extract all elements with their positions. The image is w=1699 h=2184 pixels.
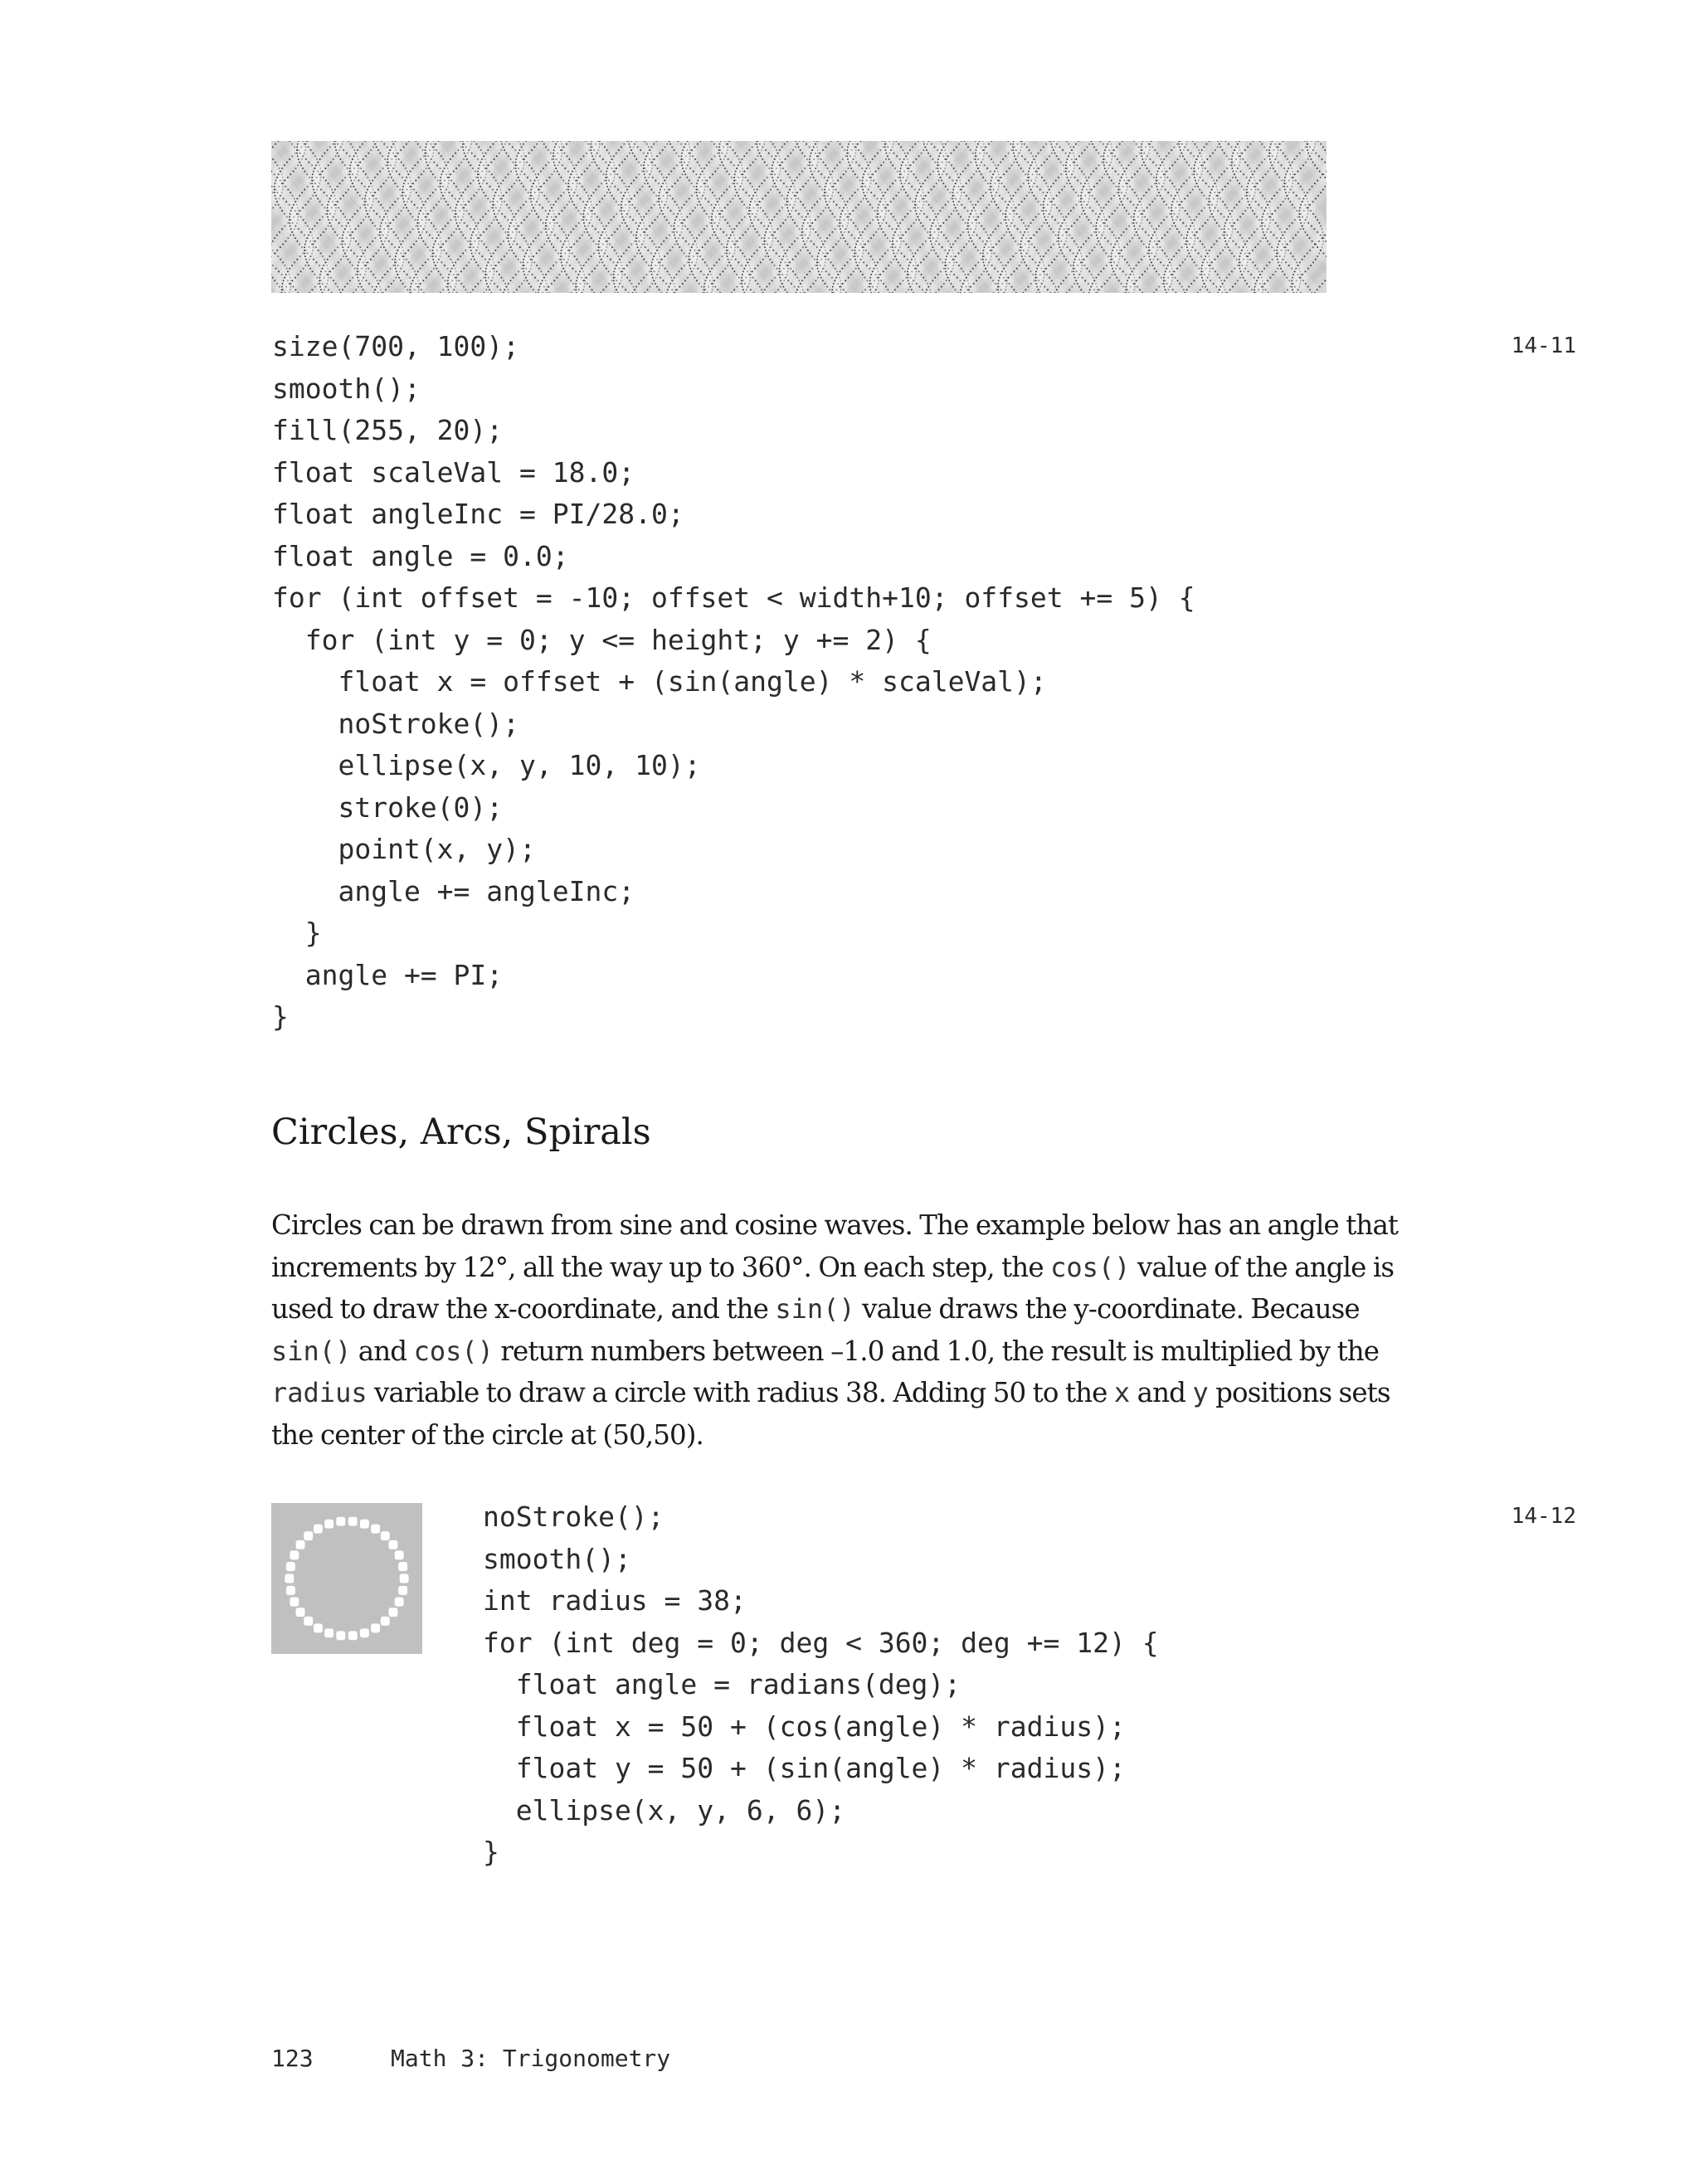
circle-dot	[348, 1517, 358, 1526]
circle-dot	[360, 1628, 369, 1637]
circle-dot	[304, 1617, 313, 1626]
paragraph-text: variable to draw a circle with radius 38. Adding 50 to the	[367, 1377, 1114, 1408]
circle-dot	[371, 1623, 380, 1632]
inline-code: cos()	[1050, 1251, 1131, 1283]
inline-code: sin()	[271, 1335, 352, 1367]
circle-dot	[304, 1531, 313, 1540]
sine-wave-pattern-figure	[271, 141, 1327, 293]
circle-dot	[388, 1540, 397, 1549]
circle-dot	[296, 1608, 305, 1617]
listing-number: 14-11	[1511, 333, 1576, 358]
paragraph-line	[271, 1204, 1449, 1247]
paragraph-text: and	[1130, 1377, 1193, 1408]
body-paragraph	[271, 1204, 1449, 1456]
circle-dot	[388, 1608, 397, 1617]
circle-dot	[360, 1520, 369, 1529]
code-listing-14-11: size(700, 100); smooth(); fill(255, 20); float scaleVal = 18.0; float angleInc = PI/28.0; float angle = 0.0; for (int offset = -10; offset < width+10; offset += 5) { for (int y = 0; y <= height; y += 2) { float x = offset + (sin(angle) * scaleVal); noStroke(); ellipse(x, y, 10, 10); stroke(0); point(x, y); angle += angleInc; } angle += PI; }	[272, 330, 1195, 1033]
inline-code: x	[1113, 1377, 1131, 1408]
circle-dot	[395, 1598, 404, 1607]
paragraph-text: return numbers between –1.0 and 1.0, the result is multiplied by the	[493, 1335, 1380, 1367]
inline-code: cos()	[413, 1335, 494, 1367]
paragraph-line	[271, 1372, 1449, 1414]
code-listing-14-12: noStroke(); smooth(); int radius = 38; for (int deg = 0; deg < 360; deg += 12) { float angle = radians(deg); float x = 50 + (cos(angle) * radius); float y = 50 + (sin(angle) * radius); ellipse(x, y, 6, 6); }	[483, 1501, 1159, 1868]
circle-dot	[398, 1562, 407, 1571]
circle-dot	[314, 1623, 323, 1632]
circle-dot	[336, 1631, 345, 1640]
dotted-circle-icon	[271, 1503, 422, 1654]
circle-dot	[395, 1550, 404, 1559]
paragraph-text: positions sets	[1208, 1377, 1390, 1408]
paragraph-text: the center of the circle at (50,50).	[271, 1418, 703, 1451]
paragraph-text: used to draw the x-coordinate, and the	[271, 1293, 776, 1325]
paragraph-line	[271, 1247, 1449, 1289]
circle-dot	[371, 1525, 380, 1534]
circle-dot	[336, 1517, 345, 1526]
circle-dot	[348, 1631, 358, 1640]
circle-dot	[381, 1531, 390, 1540]
circle-dot	[324, 1628, 333, 1637]
paragraph-text: Circles can be drawn from sine and cosine waves. The example below has an angle that	[271, 1209, 1399, 1241]
paragraph-line	[271, 1330, 1449, 1373]
page-number: 123	[271, 2045, 314, 2072]
circle-dot	[286, 1586, 295, 1595]
circle-dot	[314, 1525, 323, 1534]
listing-number: 14-12	[1511, 1504, 1576, 1529]
circle-dot	[286, 1562, 295, 1571]
paragraph-text: and	[351, 1335, 414, 1367]
dotted-sine-wave-pattern-icon	[271, 141, 1327, 293]
paragraph-text: value of the angle is	[1130, 1251, 1395, 1283]
circle-dot	[290, 1550, 299, 1559]
paragraph-line	[271, 1288, 1449, 1330]
circle-dot	[400, 1574, 409, 1583]
running-title: Math 3: Trigonometry	[391, 2045, 671, 2072]
inline-code: y	[1192, 1377, 1209, 1408]
inline-code: sin()	[775, 1293, 855, 1325]
paragraph-text: value draws the y-coordinate. Because	[854, 1293, 1360, 1325]
paragraph-text: increments by 12°, all the way up to 360°. On each step, the	[271, 1251, 1051, 1283]
circle-figure	[271, 1503, 422, 1654]
circle-dot	[398, 1586, 407, 1595]
circle-dot	[296, 1540, 305, 1549]
circle-dot	[381, 1617, 390, 1626]
paragraph-line	[271, 1414, 1449, 1457]
circle-dot	[324, 1520, 333, 1529]
circle-dot	[290, 1598, 299, 1607]
circle-dot	[285, 1574, 294, 1583]
inline-code: radius	[271, 1377, 368, 1408]
section-heading: Circles, Arcs, Spirals	[271, 1111, 651, 1153]
